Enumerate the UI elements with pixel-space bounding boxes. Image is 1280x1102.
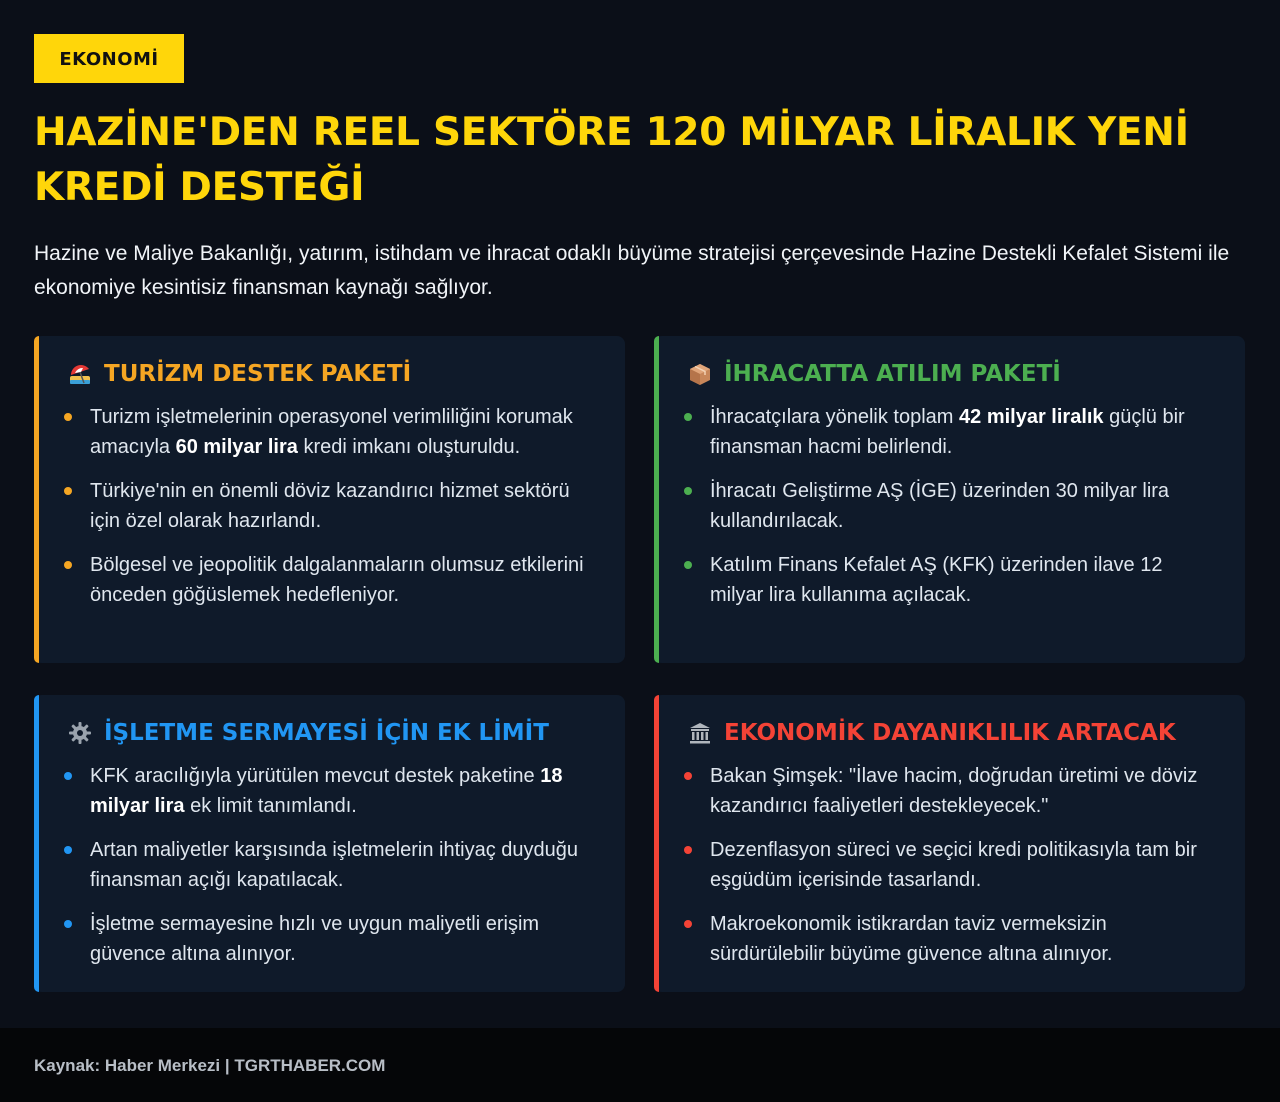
card-working-capital (34, 695, 625, 992)
bullet-list (64, 402, 601, 610)
bank-building-icon (686, 719, 714, 747)
card-title (686, 715, 1221, 751)
list-item (684, 835, 1221, 895)
list-item (64, 909, 601, 969)
highlight-text: 18 milyar lira (90, 765, 563, 817)
card-title-text: EKONOMİK DAYANIKLILIK ARTACAK (724, 720, 1176, 746)
list-item-text: Bölgesel ve jeopolitik dalgalanmaların olumsuz etkilerini önceden göğüslemek hedefleniyor. (90, 554, 584, 606)
card-export (654, 336, 1245, 663)
list-item (684, 476, 1221, 536)
card-economic-resilience (654, 695, 1245, 992)
list-item (684, 761, 1221, 821)
list-item-text: ek limit tanımlandı. (184, 795, 357, 817)
list-item-text: Bakan Şimşek: "İlave hacim, doğrudan üretimi ve döviz kazandırıcı faaliyetleri destekleyecek." (710, 765, 1198, 817)
list-item-text: Katılım Finans Kefalet AŞ (KFK) üzerinden ilave 12 milyar lira kullanıma açılacak. (710, 554, 1163, 606)
highlight-text: 42 milyar liralık (959, 406, 1104, 428)
list-item (64, 402, 601, 462)
footer (0, 1028, 1280, 1102)
list-item-text: kredi imkanı oluşturuldu. (297, 436, 521, 458)
list-item-text: İşletme sermayesine hızlı ve uygun maliyetli erişim güvence altına alınıyor. (90, 913, 540, 965)
package-icon (686, 360, 714, 388)
headline: HAZİNE'DEN REEL SEKTÖRE 120 MİLYAR LİRALIK YENİ KREDİ DESTEĞİ (34, 110, 1189, 210)
card-title-text: İHRACATTA ATILIM PAKETİ (724, 361, 1061, 387)
beach-umbrella-icon (66, 360, 94, 388)
highlight-text: 60 milyar lira (175, 436, 298, 458)
card-title-text: TURİZM DESTEK PAKETİ (104, 361, 412, 387)
list-item (684, 550, 1221, 610)
card-title (66, 715, 601, 751)
list-item (64, 550, 601, 610)
lead-paragraph: Hazine ve Maliye Bakanlığı, yatırım, istihdam ve ihracat odaklı büyüme stratejisi çerçevesinde Hazine Destekli Kefalet Sistemi ile ekonomiye kesintisiz finansman kaynağı sağlıyor. (34, 242, 1230, 299)
source-credit: Kaynak: Haber Merkezi | TGRTHABER.COM (34, 1056, 386, 1075)
list-item (64, 761, 601, 821)
bullet-list (684, 402, 1221, 610)
list-item-text: Turizm işletmelerinin operasyonel verimliliğini korumak amacıyla (90, 406, 573, 458)
header (34, 34, 1246, 305)
bullet-list (684, 761, 1221, 969)
list-item-text: Makroekonomik istikrardan taviz vermeksizin sürdürülebilir büyüme güvence altına alınıyor. (710, 913, 1113, 965)
bullet-list (64, 761, 601, 969)
list-item-text: Dezenflasyon süreci ve seçici kredi politikasıyla tam bir eşgüdüm içerisinde tasarlandı. (710, 839, 1197, 891)
category-tag: EKONOMİ (34, 34, 184, 83)
list-item-text: İhracatçılara yönelik toplam (710, 406, 960, 428)
card-title (686, 356, 1221, 392)
list-item (64, 476, 601, 536)
card-title-text: İŞLETME SERMAYESİ İÇİN EK LİMİT (104, 720, 549, 746)
card-tourism (34, 336, 625, 663)
list-item-text: İhracatı Geliştirme AŞ (İGE) üzerinden 30 milyar lira kullandırılacak. (710, 480, 1170, 532)
gear-icon (66, 719, 94, 747)
list-item (64, 835, 601, 895)
list-item-text: güçlü bir finansman hacmi belirlendi. (710, 406, 1185, 458)
list-item-text: KFK aracılığıyla yürütülen mevcut destek paketine (90, 765, 541, 787)
card-title (66, 356, 601, 392)
list-item-text: Türkiye'nin en önemli döviz kazandırıcı hizmet sektörü için özel olarak hazırlandı. (90, 480, 570, 532)
list-item (684, 402, 1221, 462)
list-item-text: Artan maliyetler karşısında işletmelerin ihtiyaç duyduğu finansman açığı kapatılacak. (90, 839, 578, 891)
list-item (684, 909, 1221, 969)
